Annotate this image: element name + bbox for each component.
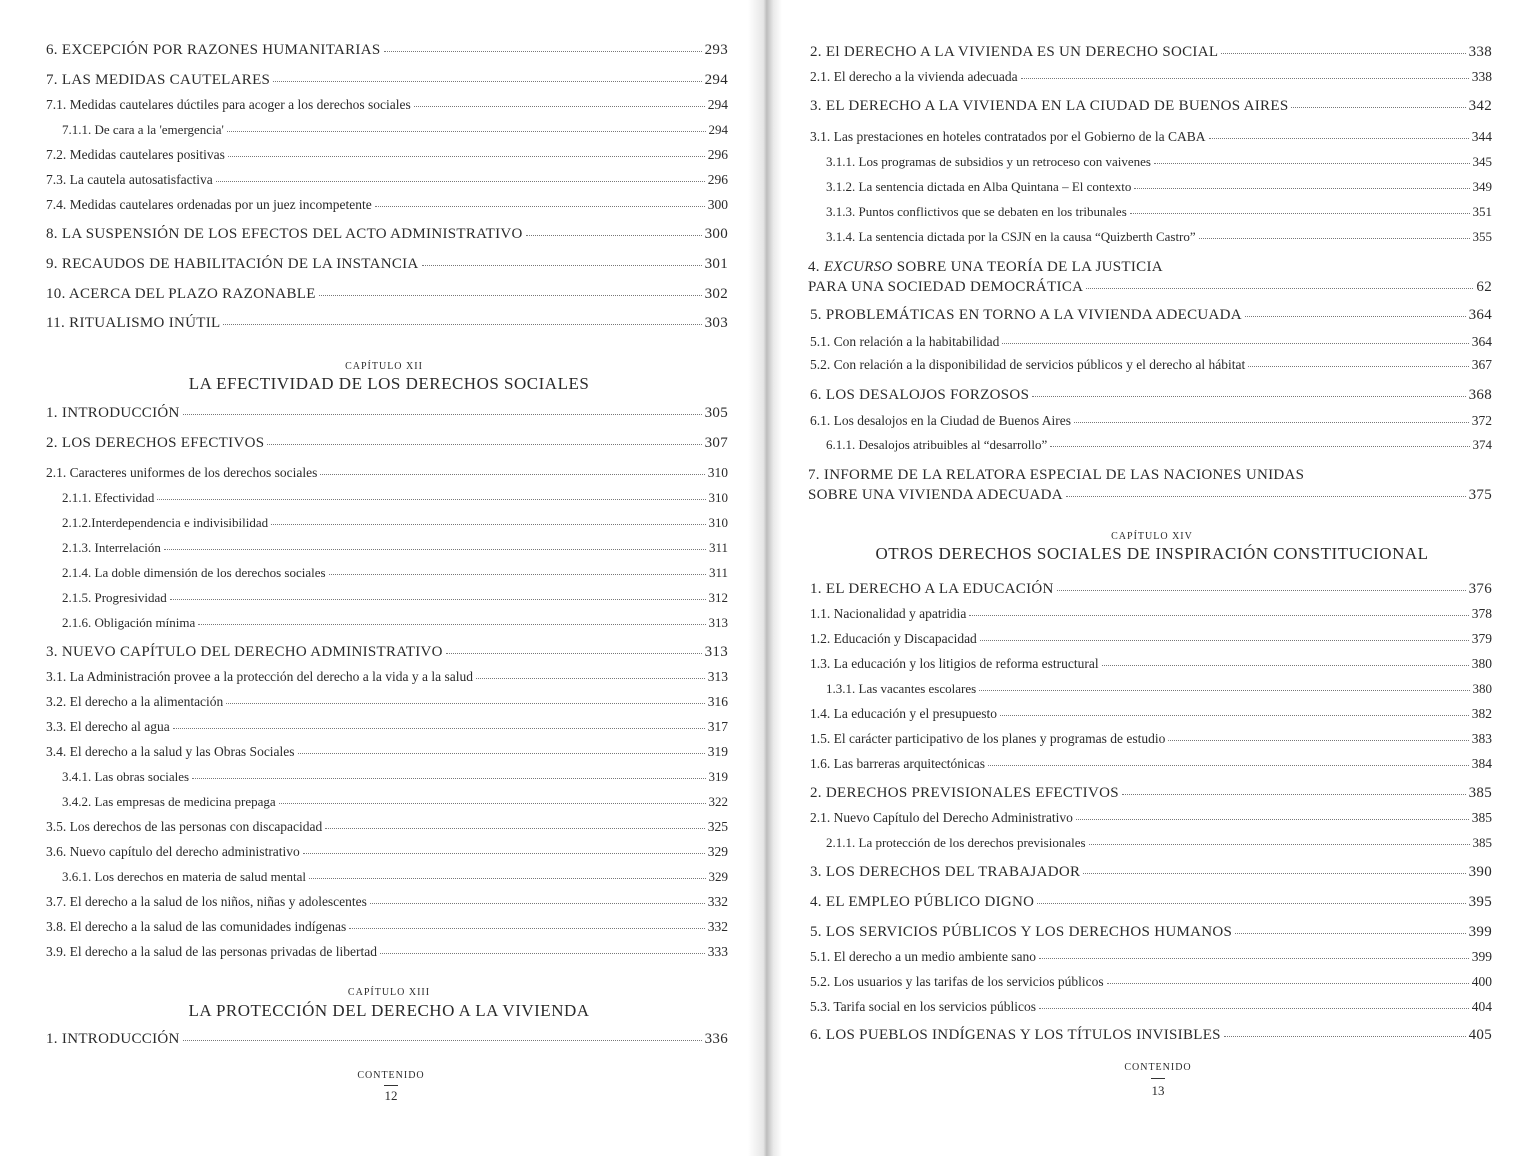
leader-dots	[227, 131, 706, 132]
toc-entry-page: 385	[1472, 835, 1492, 850]
toc-entry	[826, 836, 1492, 849]
toc-entry-title: 9. RECAUDOS DE HABILITACIÓN DE LA INSTANCIA	[46, 256, 419, 272]
leader-dots	[303, 853, 705, 854]
chapter-xii-title: LA EFECTIVIDAD DE LOS DERECHOS SOCIALES	[188, 374, 590, 393]
toc-entry-page: 310	[707, 465, 728, 480]
leader-dots	[1057, 590, 1466, 591]
toc-entry	[810, 786, 1492, 801]
chapter-xiv-title: OTROS DERECHOS SOCIALES DE INSPIRACIÓN CONSTITUCIONAL	[875, 544, 1429, 563]
toc-entry	[46, 73, 728, 88]
toc-entry-title: 3.4.1. Las obras sociales	[62, 769, 190, 784]
toc-entry-page: 390	[1468, 864, 1492, 880]
informe-line2	[808, 488, 1492, 503]
leader-dots	[1066, 496, 1466, 497]
leader-dots	[1089, 844, 1470, 845]
leader-dots	[375, 206, 705, 207]
excurso-line2-text: PARA UNA SOCIEDAD DEMOCRÁTICA	[808, 279, 1084, 295]
toc-entry	[810, 811, 1492, 825]
leader-dots	[1032, 396, 1465, 397]
toc-entry-page: 303	[704, 315, 728, 331]
toc-entry-title: 1.3. La educación y los litigios de reforma estructural	[810, 656, 1099, 671]
toc-entry	[62, 795, 728, 808]
toc-entry	[46, 895, 728, 909]
toc-entry-title: 3.7. El derecho a la salud de los niños, niñas y adolescentes	[46, 894, 367, 909]
toc-entry-title: 5. PROBLEMÁTICAS EN TORNO A LA VIVIENDA ADECUADA	[810, 307, 1242, 323]
toc-entry	[46, 720, 728, 734]
toc-entry-title: 3.1. La Administración provee a la protección del derecho a la vida y a la salud	[46, 669, 473, 684]
toc-entry-title: 7.3. La cautela autosatisfactiva	[46, 172, 213, 187]
toc-entry-title: 2.1.4. La doble dimensión de los derechos sociales	[62, 565, 326, 580]
toc-entry-page: 332	[707, 894, 728, 909]
toc-entry-title: 2.1.6. Obligación mínima	[62, 615, 196, 630]
toc-entry-page: 364	[1471, 334, 1492, 349]
toc-entry-title: 3.4. El derecho a la salud y las Obras Sociales	[46, 744, 295, 759]
toc-entry-title: 5. LOS SERVICIOS PÚBLICOS Y LOS DERECHOS HUMANOS	[810, 924, 1233, 940]
leader-dots	[476, 678, 705, 679]
toc-entry-page: 385	[1468, 785, 1492, 801]
leader-dots	[1102, 665, 1469, 666]
toc-entry-title: 2.1. El derecho a la vivienda adecuada	[810, 69, 1018, 84]
toc-entry-title: 11. RITUALISMO INÚTIL	[46, 315, 221, 331]
leader-dots	[325, 828, 704, 829]
toc-entry	[810, 950, 1492, 964]
toc-entry-page: 296	[707, 172, 728, 187]
toc-entry-page: 349	[1472, 179, 1492, 194]
toc-entry-page: 311	[708, 565, 728, 580]
leader-dots	[1130, 213, 1470, 214]
toc-entry	[810, 70, 1492, 84]
toc-entry-page: 345	[1472, 154, 1492, 169]
toc-entry-title: 5.3. Tarifa social en los servicios públicos	[810, 999, 1037, 1014]
toc-entry-title: 3.6.1. Los derechos en materia de salud mental	[62, 869, 307, 884]
leader-dots	[1235, 933, 1465, 934]
toc-entry-page: 395	[1468, 894, 1492, 910]
leader-dots	[192, 778, 705, 779]
toc-entry	[810, 335, 1492, 349]
toc-entry-title: 1.2. Educación y Discapacidad	[810, 631, 977, 646]
leader-dots	[1245, 316, 1466, 317]
toc-entry	[810, 99, 1492, 114]
toc-entry-title: 3.1. Las prestaciones en hoteles contratados por el Gobierno de la CABA	[810, 129, 1206, 144]
toc-entry-page: 293	[704, 42, 728, 58]
toc-entry-page: 336	[704, 1031, 728, 1047]
right-footer-divider	[1151, 1078, 1165, 1079]
informe-page: 375	[1468, 487, 1492, 503]
toc-entry-title: 2. DERECHOS PREVISIONALES EFECTIVOS	[810, 785, 1119, 801]
toc-entry-title: 10. ACERCA DEL PLAZO RAZONABLE	[46, 286, 316, 302]
toc-entry-title: 5.1. Con relación a la habitabilidad	[810, 334, 1000, 349]
toc-entry	[46, 745, 728, 759]
toc-entry-page: 355	[1472, 229, 1492, 244]
toc-entry	[46, 287, 728, 302]
toc-entry	[62, 491, 728, 504]
toc-entry	[826, 180, 1492, 193]
leader-dots	[223, 324, 701, 325]
leader-dots	[414, 106, 705, 107]
toc-entry	[46, 845, 728, 859]
toc-entry	[810, 414, 1492, 428]
toc-entry-page: 319	[708, 769, 728, 784]
left-page-number: 12	[384, 1088, 398, 1103]
excurso-page: 62	[1476, 279, 1492, 295]
leader-dots	[980, 640, 1469, 641]
toc-entry-title: 2.1.5. Progresividad	[62, 590, 167, 605]
toc-entry-title: 3.1.2. La sentencia dictada en Alba Quintana – El contexto	[826, 179, 1132, 194]
toc-entry	[810, 632, 1492, 646]
toc-entry-title: 3.1.3. Puntos conflictivos que se debaten en los tribunales	[826, 204, 1127, 219]
toc-entry-title: 3.4.2. Las empresas de medicina prepaga	[62, 794, 276, 809]
toc-entry	[810, 607, 1492, 621]
toc-entry-page: 374	[1472, 437, 1492, 452]
leader-dots	[198, 624, 705, 625]
toc-entry-title: 2. El DERECHO A LA VIVIENDA ES UN DERECHO SOCIAL	[810, 44, 1219, 60]
toc-entry	[62, 516, 728, 529]
toc-entry-page: 329	[708, 869, 728, 884]
toc-entry-title: 3.5. Los derechos de las personas con discapacidad	[46, 819, 323, 834]
chapter-xiii-title: LA PROTECCIÓN DEL DERECHO A LA VIVIENDA	[188, 1001, 590, 1020]
leader-dots	[1002, 343, 1468, 344]
toc-entry-page: 399	[1468, 924, 1492, 940]
toc-entry	[62, 770, 728, 783]
toc-entry	[46, 670, 728, 684]
leader-dots	[446, 653, 702, 654]
toc-entry-title: 2.1. Nuevo Capítulo del Derecho Administrativo	[810, 810, 1073, 825]
toc-entry	[46, 466, 728, 480]
right-footer-label: CONTENIDO	[1124, 1062, 1192, 1073]
toc-entry	[62, 123, 728, 136]
toc-entry-page: 342	[1468, 98, 1492, 114]
toc-entry-page: 338	[1468, 44, 1492, 60]
toc-entry	[810, 975, 1492, 989]
toc-entry	[62, 541, 728, 554]
toc-entry-title: 2.1.2.Interdependencia e indivisibilidad	[62, 515, 269, 530]
toc-entry	[46, 98, 728, 112]
toc-entry	[810, 45, 1492, 60]
toc-entry-title: 5.1. El derecho a un medio ambiente sano	[810, 949, 1037, 964]
toc-entry-page: 384	[1471, 756, 1492, 771]
toc-entry-page: 313	[704, 644, 728, 660]
toc-entry-page: 368	[1468, 387, 1492, 403]
leader-dots	[1122, 794, 1466, 795]
leader-dots	[1039, 958, 1469, 959]
toc-entry	[810, 657, 1492, 671]
book-gutter	[748, 0, 782, 1156]
toc-entry-title: 1.6. Las barreras arquitectónicas	[810, 756, 986, 771]
toc-entry	[62, 870, 728, 883]
toc-entry	[46, 257, 728, 272]
toc-entry	[826, 155, 1492, 168]
right-page-number: 13	[1151, 1083, 1165, 1098]
toc-entry-title: 1.5. El carácter participativo de los planes y programas de estudio	[810, 731, 1166, 746]
toc-entry-title: 7.2. Medidas cautelares positivas	[46, 147, 225, 162]
toc-entry	[62, 566, 728, 579]
toc-entry-title: 2.1.3. Interrelación	[62, 540, 161, 555]
leader-dots	[170, 599, 706, 600]
leader-dots	[1039, 1008, 1469, 1009]
leader-dots	[271, 524, 705, 525]
toc-entry-title: 3.3. El derecho al agua	[46, 719, 170, 734]
toc-entry-page: 325	[707, 819, 728, 834]
leader-dots	[1154, 163, 1470, 164]
leader-dots	[157, 499, 705, 500]
chapter-xiii-label: CAPÍTULO XIII	[347, 987, 431, 998]
toc-entry-title: 8. LA SUSPENSIÓN DE LOS EFECTOS DEL ACTO ADMINISTRATIVO	[46, 226, 523, 242]
toc-entry-title: 7.1.1. De cara a la 'emergencia'	[62, 122, 224, 137]
toc-entry-title: 3.9. El derecho a la salud de las personas privadas de libertad	[46, 944, 378, 959]
informe-line2-text: SOBRE UNA VIVIENDA ADECUADA	[808, 487, 1063, 503]
toc-entry-title: 1.1. Nacionalidad y apatridia	[810, 606, 967, 621]
toc-entry-title: 3. NUEVO CAPÍTULO DEL DERECHO ADMINISTRATIVO	[46, 644, 443, 660]
excurso-line2	[808, 280, 1492, 295]
toc-entry	[810, 925, 1492, 940]
toc-entry-title: 7.4. Medidas cautelares ordenadas por un juez incompetente	[46, 197, 372, 212]
toc-entry	[810, 130, 1492, 144]
leader-dots	[319, 295, 702, 296]
toc-entry-page: 364	[1468, 307, 1492, 323]
leader-dots	[384, 51, 702, 52]
toc-entry-page: 313	[707, 669, 728, 684]
toc-entry	[810, 1028, 1492, 1043]
toc-entry-title: 3.2. El derecho a la alimentación	[46, 694, 224, 709]
toc-entry	[826, 438, 1492, 451]
leader-dots	[1168, 740, 1468, 741]
leader-dots	[329, 574, 706, 575]
leader-dots	[1221, 53, 1465, 54]
leader-dots	[1021, 78, 1469, 79]
left-footer-label: CONTENIDO	[357, 1070, 425, 1081]
leader-dots	[173, 728, 705, 729]
leader-dots	[526, 235, 702, 236]
leader-dots	[273, 81, 701, 82]
leader-dots	[969, 615, 1468, 616]
leader-dots	[1291, 107, 1465, 108]
toc-entry-page: 380	[1472, 681, 1492, 696]
leader-dots	[298, 753, 705, 754]
toc-entry-page: 383	[1471, 731, 1492, 746]
leader-dots	[380, 953, 705, 954]
toc-entry-title: 3.6. Nuevo capítulo del derecho administrativo	[46, 844, 300, 859]
toc-entry-title: 3. EL DERECHO A LA VIVIENDA EN LA CIUDAD DE BUENOS AIRES	[810, 98, 1289, 114]
toc-entry	[46, 820, 728, 834]
toc-entry-page: 310	[708, 515, 728, 530]
toc-entry-title: 1. INTRODUCCIÓN	[46, 405, 180, 421]
toc-entry-page: 332	[707, 919, 728, 934]
toc-entry	[810, 308, 1492, 323]
toc-entry-page: 317	[707, 719, 728, 734]
toc-entry-title: 6. LOS PUEBLOS INDÍGENAS Y LOS TÍTULOS INVISIBLES	[810, 1027, 1221, 1043]
toc-entry-page: 305	[704, 405, 728, 421]
toc-entry-page: 302	[704, 286, 728, 302]
leader-dots	[279, 803, 706, 804]
toc-entry-page: 338	[1471, 69, 1492, 84]
toc-entry	[46, 945, 728, 959]
toc-entry-page: 310	[708, 490, 728, 505]
leader-dots	[349, 928, 704, 929]
toc-entry-title: 2. LOS DERECHOS EFECTIVOS	[46, 435, 265, 451]
toc-entry	[810, 757, 1492, 771]
leader-dots	[1107, 983, 1469, 984]
toc-entry	[46, 406, 728, 421]
toc-entry-title: 3.8. El derecho a la salud de las comunidades indígenas	[46, 919, 347, 934]
toc-entry	[46, 43, 728, 58]
toc-entry	[46, 645, 728, 660]
toc-entry-page: 296	[707, 147, 728, 162]
toc-entry-title: 5.2. Con relación a la disponibilidad de servicios públicos y el derecho al hábitat	[810, 357, 1246, 372]
toc-entry-page: 405	[1468, 1027, 1492, 1043]
leader-dots	[1083, 873, 1465, 874]
toc-entry-title: 3.1.4. La sentencia dictada por la CSJN en la causa “Quizberth Castro”	[826, 229, 1196, 244]
toc-entry-page: 300	[707, 197, 728, 212]
leader-dots	[370, 903, 705, 904]
leader-dots	[1199, 238, 1470, 239]
toc-entry-title: 2.1. Caracteres uniformes de los derechos sociales	[46, 465, 318, 480]
toc-entry	[810, 358, 1492, 372]
toc-entry-page: 316	[707, 694, 728, 709]
toc-entry	[46, 198, 728, 212]
excurso-line1-rest: SOBRE UNA TEORÍA DE LA JUSTICIA	[896, 259, 1163, 275]
leader-dots	[1000, 715, 1469, 716]
toc-entry-title: 4. EL EMPLEO PÚBLICO DIGNO	[810, 894, 1035, 910]
toc-entry-title: 1. INTRODUCCIÓN	[46, 1031, 180, 1047]
leader-dots	[183, 414, 702, 415]
toc-entry	[46, 173, 728, 187]
toc-entry-page: 376	[1468, 581, 1492, 597]
toc-entry-title: 3.1.1. Los programas de subsidios y un retroceso con vaivenes	[826, 154, 1151, 169]
toc-entry	[826, 682, 1492, 695]
leader-dots	[267, 444, 701, 445]
toc-entry-page: 307	[704, 435, 728, 451]
toc-entry	[826, 205, 1492, 218]
toc-entry-page: 313	[708, 615, 728, 630]
toc-entry-title: 3. LOS DERECHOS DEL TRABAJADOR	[810, 864, 1081, 880]
toc-entry-page: 294	[707, 97, 728, 112]
leader-dots	[183, 1040, 702, 1041]
toc-entry	[810, 707, 1492, 721]
toc-entry-page: 382	[1471, 706, 1492, 721]
toc-entry	[810, 865, 1492, 880]
toc-entry-page: 378	[1471, 606, 1492, 621]
toc-entry	[62, 591, 728, 604]
excurso-line1	[808, 260, 1163, 275]
leader-dots	[988, 765, 1469, 766]
chapter-xii-label: CAPÍTULO XII	[345, 361, 423, 372]
toc-entry-page: 372	[1471, 413, 1492, 428]
toc-entry	[46, 148, 728, 162]
toc-entry-page: 329	[707, 844, 728, 859]
leader-dots	[1074, 422, 1469, 423]
toc-entry-title: 7.1. Medidas cautelares dúctiles para acoger a los derechos sociales	[46, 97, 411, 112]
toc-entry-title: 6.1. Los desalojos en la Ciudad de Buenos Aires	[810, 413, 1071, 428]
toc-entry	[810, 895, 1492, 910]
toc-entry-title: 5.2. Los usuarios y las tarifas de los servicios públicos	[810, 974, 1104, 989]
toc-entry	[810, 1000, 1492, 1014]
leader-dots	[1224, 1036, 1466, 1037]
toc-entry	[46, 227, 728, 242]
toc-entry	[46, 316, 728, 331]
leader-dots	[1209, 138, 1469, 139]
leader-dots	[1037, 903, 1465, 904]
leader-dots	[1134, 188, 1469, 189]
left-footer-divider	[384, 1085, 398, 1086]
toc-entry-title: 2.1.1. Efectividad	[62, 490, 155, 505]
toc-entry	[46, 920, 728, 934]
toc-entry-page: 344	[1471, 129, 1492, 144]
toc-entry-page: 385	[1471, 810, 1492, 825]
toc-entry-page: 400	[1471, 974, 1492, 989]
leader-dots	[309, 878, 705, 879]
toc-entry-page: 300	[704, 226, 728, 242]
leader-dots	[422, 265, 702, 266]
toc-entry-page: 379	[1471, 631, 1492, 646]
toc-entry	[810, 732, 1492, 746]
toc-entry	[46, 1032, 728, 1047]
toc-entry	[46, 436, 728, 451]
toc-entry-page: 312	[708, 590, 728, 605]
leader-dots	[979, 690, 1469, 691]
toc-entry-title: 6. EXCEPCIÓN POR RAZONES HUMANITARIAS	[46, 42, 381, 58]
toc-entry-page: 301	[704, 256, 728, 272]
toc-entry-title: 1.4. La educación y el presupuesto	[810, 706, 998, 721]
leader-dots	[216, 181, 705, 182]
toc-entry	[46, 695, 728, 709]
toc-entry-page: 333	[707, 944, 728, 959]
toc-entry-page: 319	[707, 744, 728, 759]
leader-dots	[164, 549, 706, 550]
toc-entry-page: 399	[1471, 949, 1492, 964]
chapter-xiv-label: CAPÍTULO XIV	[1111, 531, 1193, 542]
excurso-italic: EXCURSO	[823, 259, 893, 275]
toc-entry-title: 7. LAS MEDIDAS CAUTELARES	[46, 72, 271, 88]
toc-entry-page: 311	[708, 540, 728, 555]
leader-dots	[320, 474, 704, 475]
leader-dots	[1086, 288, 1473, 289]
toc-entry-title: 1.3.1. Las vacantes escolares	[826, 681, 977, 696]
leader-dots	[228, 156, 705, 157]
toc-entry-page: 351	[1472, 204, 1492, 219]
toc-entry	[62, 616, 728, 629]
leader-dots	[226, 703, 704, 704]
leader-dots	[1050, 446, 1469, 447]
toc-entry-page: 404	[1471, 999, 1492, 1014]
toc-entry-page: 322	[708, 794, 728, 809]
toc-entry	[810, 388, 1492, 403]
toc-entry-title: 1. EL DERECHO A LA EDUCACIÓN	[810, 581, 1054, 597]
toc-entry-page: 294	[708, 122, 728, 137]
toc-entry	[810, 582, 1492, 597]
leader-dots	[1076, 819, 1469, 820]
toc-entry-title: 6. LOS DESALOJOS FORZOSOS	[810, 387, 1030, 403]
toc-entry-title: 2.1.1. La protección de los derechos previsionales	[826, 835, 1086, 850]
toc-entry-page: 380	[1471, 656, 1492, 671]
informe-line1: 7. INFORME DE LA RELATORA ESPECIAL DE LAS NACIONES UNIDAS	[808, 467, 1305, 483]
right-page	[768, 0, 1536, 1156]
toc-entry	[826, 230, 1492, 243]
toc-entry-page: 367	[1471, 357, 1492, 372]
leader-dots	[1248, 366, 1468, 367]
excurso-number: 4.	[808, 259, 820, 275]
toc-entry-title: 6.1.1. Desalojos atribuibles al “desarrollo”	[826, 437, 1048, 452]
toc-entry-page: 294	[704, 72, 728, 88]
